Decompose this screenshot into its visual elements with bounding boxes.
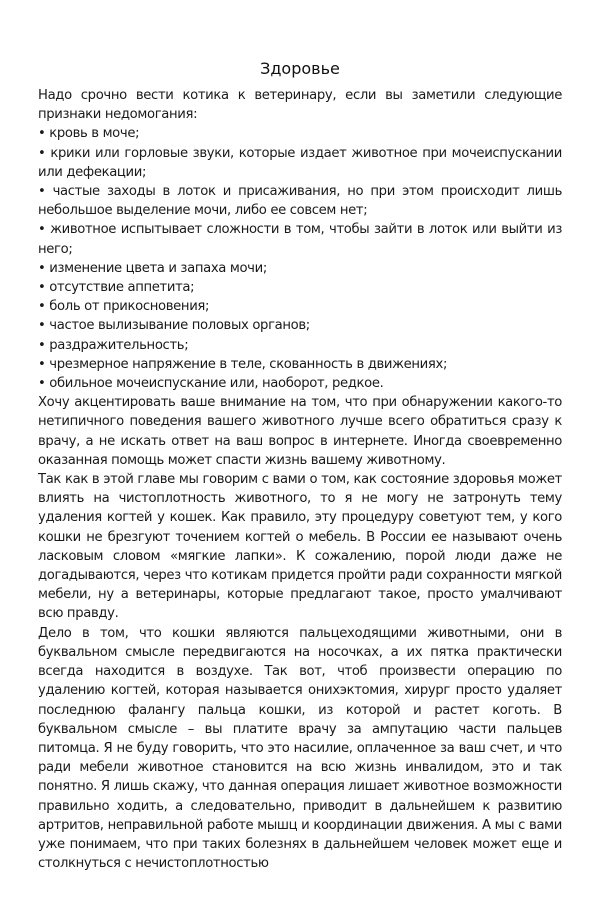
list-item: • изменение цвета и запаха мочи; — [38, 260, 267, 276]
body-paragraph: Так как в этой главе мы говорим с вами о том, как состояние здоровья может влиять на чистоплотность животного, то я не могу не затронуть тему удаления когтей у кошек. Как правило, эту процедуру советуют тем, у кого кошки не брезгуют точением когтей о мебель. В России ее называют очень ласковым словом «мягкие лапки». К сожалению, порой люди даже не догадываются, через что котикам придется пройти ради сохранности мягкой мебели, ну а ветеринары, которые предлагают такое, просто умалчивают всю правду. — [38, 472, 562, 622]
body-paragraph: Хочу акцентировать ваше внимание на том, что при обнаружении какого-то нетипичного поведения вашего животного лучше всего обратиться сразу к врачу, а не искать ответ на ваш вопрос в интернете. Иногда своевременно оказанная помощь может спасти жизнь вашему животному. — [38, 395, 562, 468]
list-item: • раздражительность; — [38, 337, 189, 353]
list-item: • отсутствие аппетита; — [38, 280, 195, 296]
symptom-list — [38, 124, 562, 393]
list-item: • чрезмерное напряжение в теле, скованность в движениях; — [38, 356, 448, 372]
list-item: • частые заходы в лоток и присаживания, но при этом происходит лишь небольшое выделение мочи, либо ее совсем нет; — [38, 184, 562, 219]
list-item: • крики или горловые звуки, которые издает животное при мочеиспускании или дефекации; — [38, 145, 562, 180]
list-item: • частое вылизывание половых органов; — [38, 318, 310, 334]
list-item: • обильное мочеиспускание или, наоборот, редкое. — [38, 376, 384, 392]
list-item: • кровь в моче; — [38, 126, 140, 142]
list-item: • животное испытывает сложности в том, чтобы зайти в лоток или выйти из него; — [38, 222, 562, 257]
page-title: Здоровье — [260, 59, 340, 78]
list-item: • боль от прикосновения; — [38, 299, 210, 315]
document-page — [38, 58, 562, 873]
body-paragraph: Дело в том, что кошки являются пальцеходящими животными, они в буквальном смысле передвигаются на носочках, а их пятка практически всегда находится в воздухе. Так вот, чтоб произвести операцию по удалению когтей, которая называется онихэктомия, хирург просто удаляет последнюю фалангу пальца кошки, из которой и растет коготь. В буквальном смысле – вы платите врачу за ампутацию части пальцев питомца. Я не буду говорить, что это насилие, оплаченное за ваш счет, и что ради мебели животное становится на всю жизнь инвалидом, это и так понятно. Я лишь скажу, что данная операция лишает животное возможности правильно ходить, а следовательно, приводит в дальнейшем к развитию артритов, неправильной работе мышц и координации движения. А мы с вами уже понимаем, что при таких болезнях в дальнейшем человек может еще и столкнуться с нечистоплотностью — [38, 625, 562, 872]
intro-paragraph: Надо срочно вести котика к ветеринару, если вы заметили следующие признаки недомогания: — [38, 88, 562, 123]
